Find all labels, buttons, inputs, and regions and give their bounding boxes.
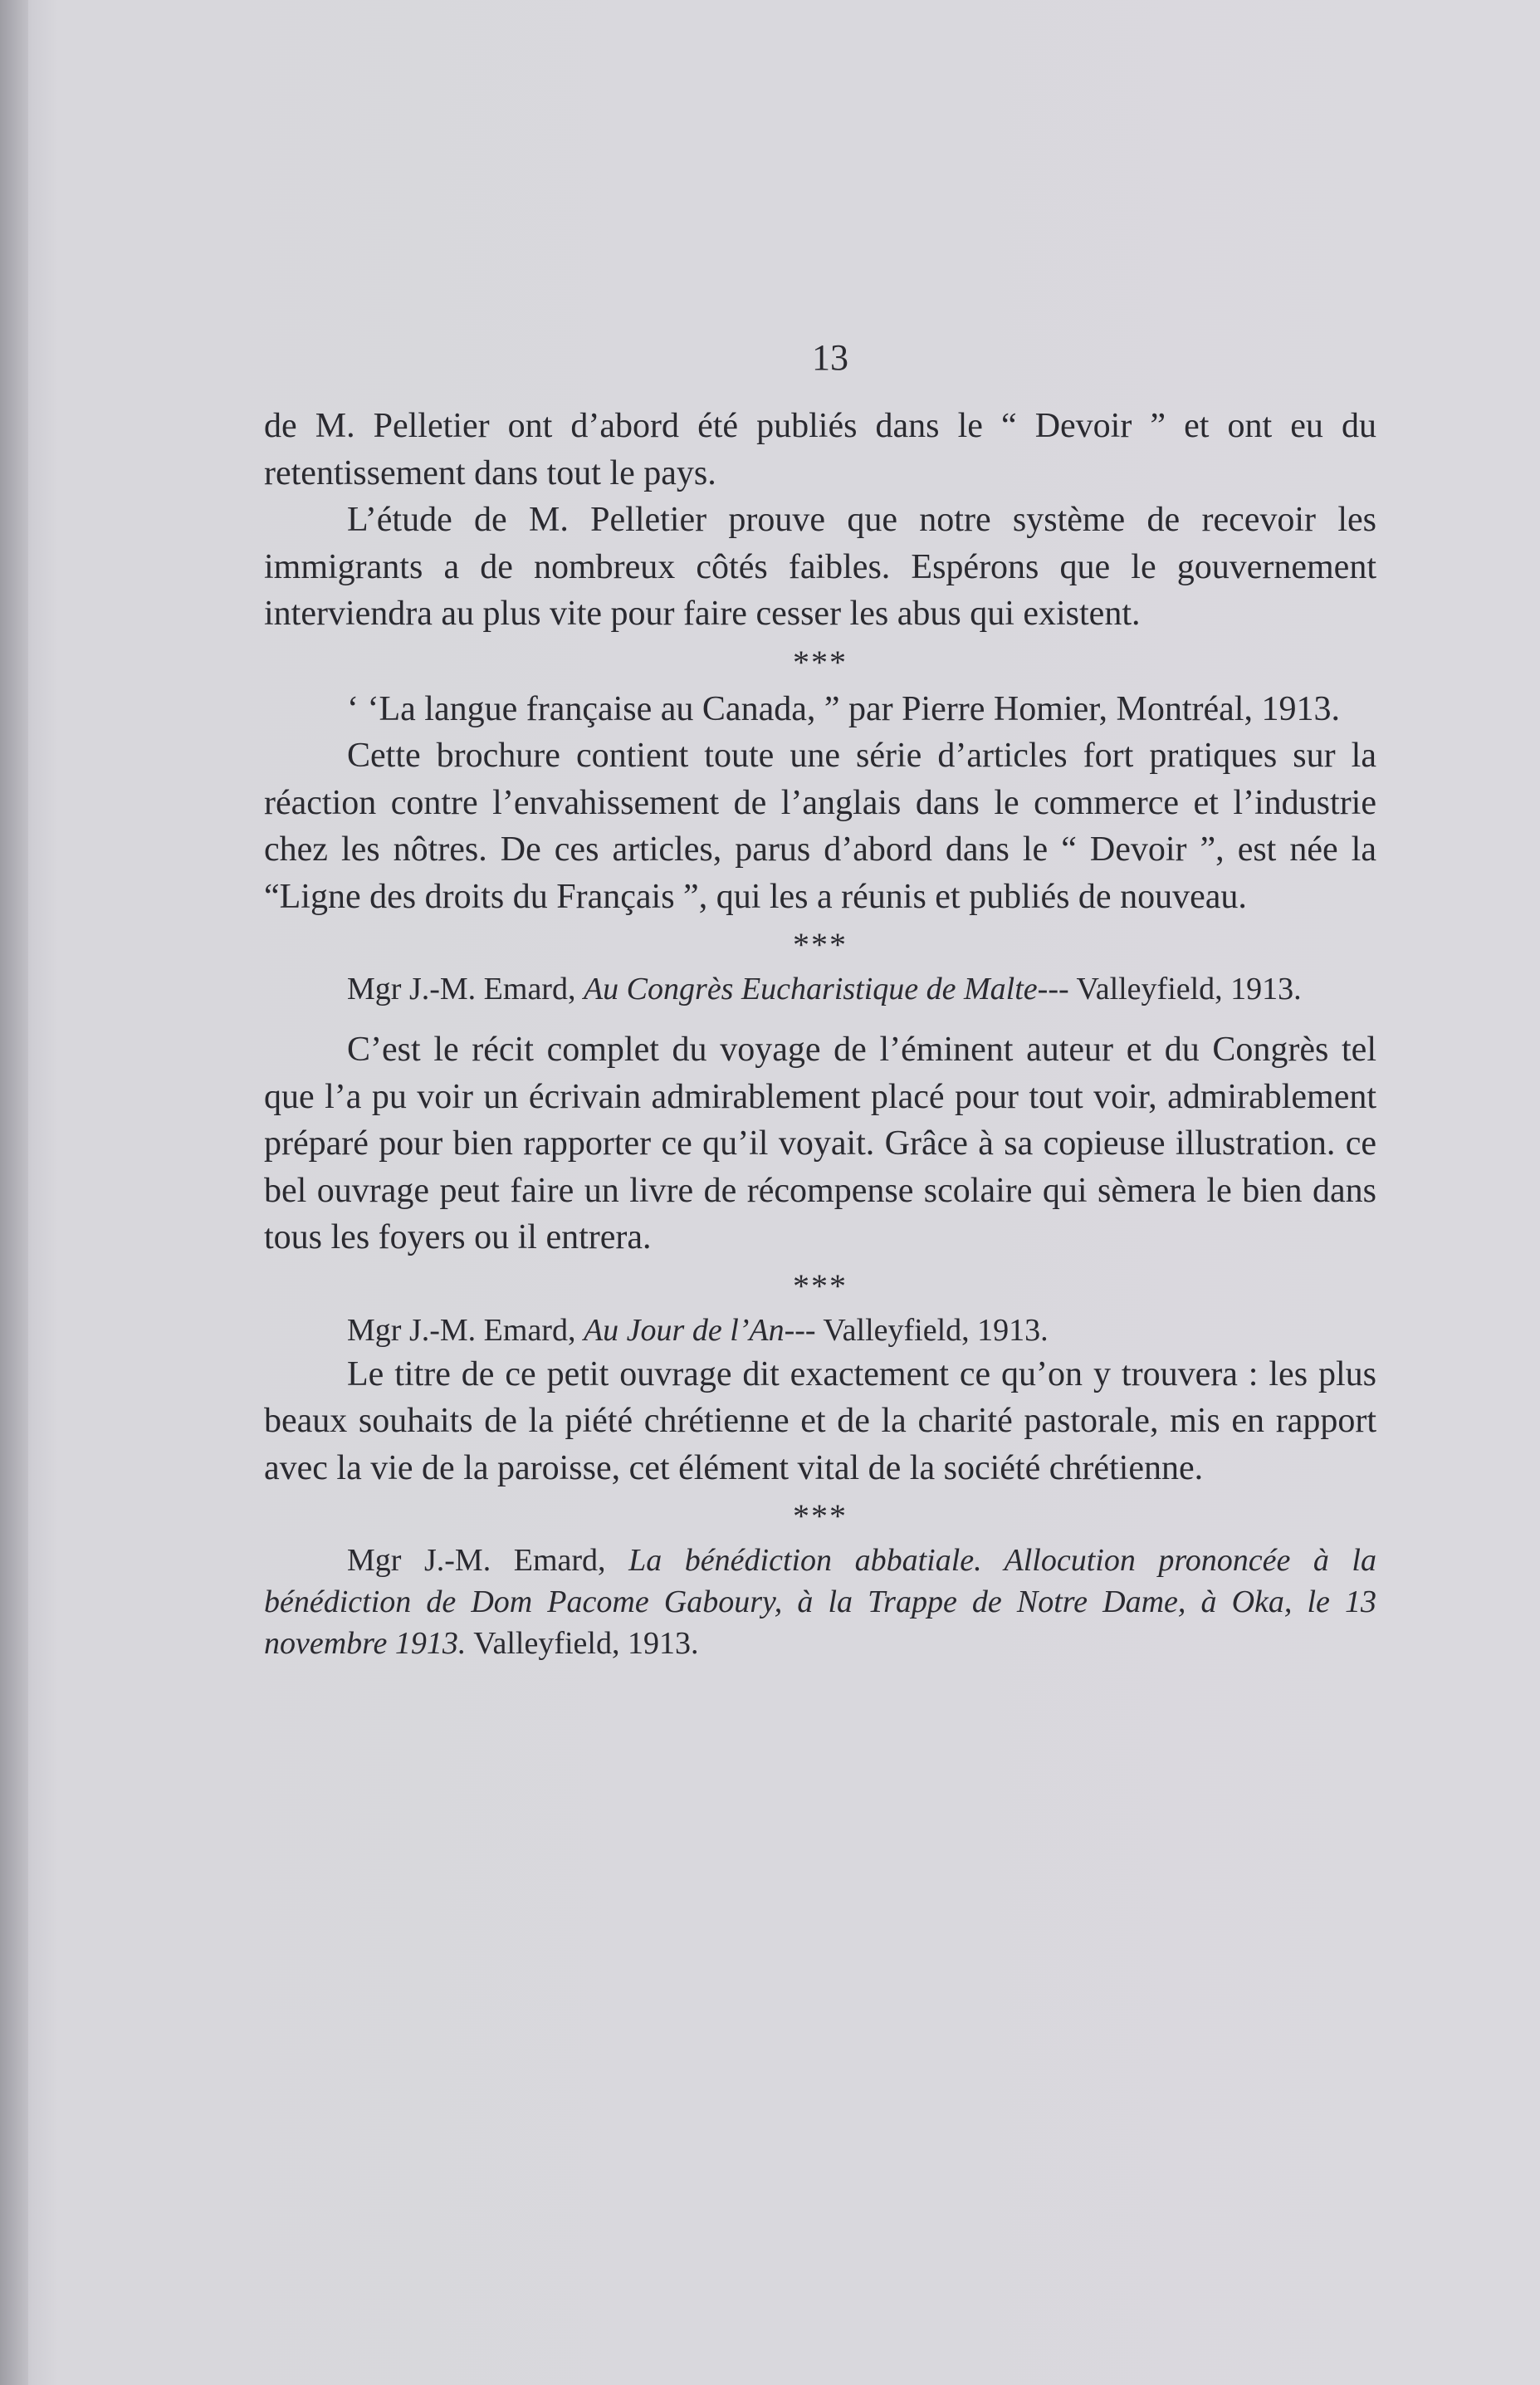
- page-body: [264, 403, 1376, 1664]
- citation-title: Au Jour de l’An---: [583, 1312, 816, 1348]
- section-separator-4: ***: [793, 1497, 848, 1535]
- citation-rest: Valleyfield, 1913.: [473, 1626, 699, 1661]
- section-separator-3: ***: [793, 1266, 848, 1305]
- paragraph-4: C’est le récit complet du voyage de l’éminent auteur et du Congrès tel que l’a pu voir un écrivain admirablement placé pour tout voir, admirablement préparé pour bien rapporter ce qu’il voyait. Grâce à sa copieuse illustration. ce bel ouvrage peut faire un livre de récompense scolaire qui sèmera le bien dans tous les foyers ou il entrera.: [264, 1031, 1376, 1256]
- citation-1: [264, 968, 1376, 1010]
- citation-author: Mgr J.-M. Emard,: [347, 1312, 576, 1348]
- citation-title: Au Congrès Eucharistique de Malte---: [583, 972, 1069, 1006]
- citation-title: La bénédiction abbatiale. Allocution prononcée à la bénédiction de Dom Pacome Gaboury, à la Trappe de Notre Dame, à Oka, le 13 novembre 1913.: [264, 1543, 1376, 1661]
- citation-author: Mgr J.-M. Emard,: [347, 1543, 606, 1578]
- citation-rest: Valleyfield, 1913.: [823, 1312, 1049, 1348]
- page-number: 13: [812, 337, 848, 378]
- section-separator-2: ***: [793, 926, 848, 963]
- review-title-1: ‘ ‘La langue française au Canada, ” par Pierre Homier, Montréal, 1913.: [347, 689, 1340, 728]
- paragraph-2: L’étude de M. Pelletier prouve que notre système de recevoir les immigrants a de nombreux côtés faibles. Espérons que le gouvernement interviendra au plus vite pour faire cesser les abus qui existent.: [264, 501, 1376, 633]
- paragraph-5: Le titre de ce petit ouvrage dit exactement ce qu’on y trouvera : les plus beaux souhaits de la piété chrétienne et de la charité pastorale, mis en rapport avec la vie de la paroisse, cet élément vital de la société chrétienne.: [264, 1354, 1376, 1487]
- citation-3: [264, 1540, 1376, 1664]
- section-separator-1: ***: [793, 643, 848, 681]
- citation-2: [264, 1310, 1376, 1351]
- citation-author: Mgr J.-M. Emard,: [347, 972, 576, 1006]
- citation-rest: Valleyfield, 1913.: [1076, 972, 1302, 1006]
- paragraph-3: Cette brochure contient toute une série d’articles fort pratiques sur la réaction contre l’envahissement de l’anglais dans le commerce et l’industrie chez les nôtres. De ces articles, parus d’abord dans le “ Devoir ”, est née la “Ligne des droits du Français ”, qui les a réunis et publiés de nouveau.: [264, 737, 1376, 916]
- paragraph-1: de M. Pelletier ont d’abord été publiés dans le “ Devoir ” et ont eu du retentissement dans tout le pays.: [264, 407, 1376, 492]
- page-gutter: [0, 0, 28, 2385]
